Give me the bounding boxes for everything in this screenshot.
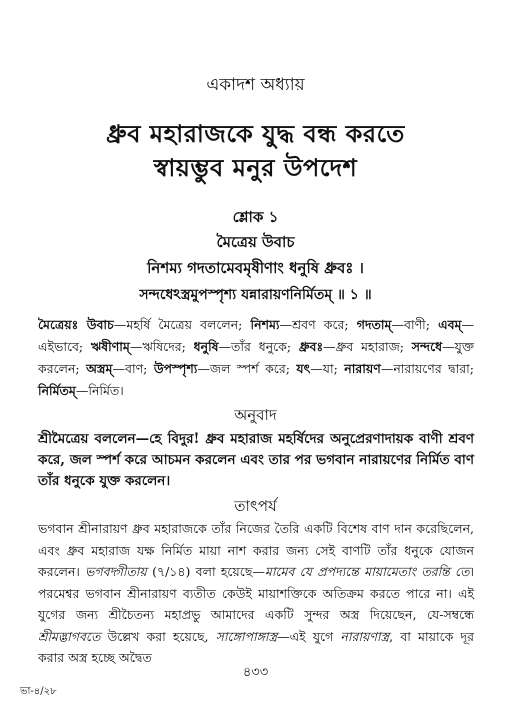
synonym-meaning: তাঁর ধনুকে; xyxy=(231,339,292,354)
page-number: ৪৩৩ xyxy=(242,665,269,680)
synonym-term: ঋষীণাম্ xyxy=(90,339,130,354)
purport-term: সাঙ্গোপাঙ্গাস্ত্র xyxy=(215,628,278,644)
synonym-meaning: ঋষিদের; xyxy=(142,339,186,354)
synonym-term: নির্মিতম্ xyxy=(38,383,76,398)
purport-citation: শ্রীমদ্ভাগবতে xyxy=(38,628,101,644)
synonym-term: যৎ xyxy=(296,361,311,376)
verse-line-1: নিশম্য গদতামেবমৃষীণাং ধনুষি ধ্রুবঃ । xyxy=(147,259,364,277)
purport-text: । পরমেশ্বর ভগবান শ্রীনারায়ণ ব্যতীত কেউই মায়াশক্তিকে অতিক্রম করতে পারে না। এই যুগের জন্য শ্রীচৈতন্য মহাপ্রভু আমাদের একটি সুন্দর অস্ত্র দিয়েছেন, যে-সম্বন্ধে xyxy=(38,564,474,622)
synonym-meaning: শ্রবণ করে; xyxy=(292,317,349,332)
synonym-meaning: ধ্রুব মহারাজ; xyxy=(335,339,405,354)
synonym-term: ধনুষি xyxy=(193,339,219,354)
synonym-term: নিশম্য xyxy=(250,317,280,332)
synonym-term: গদতাম্ xyxy=(356,317,392,332)
purport-text: , বা মায়াকে দূর করার অস্ত্র হচ্ছে অদ্বৈত xyxy=(38,628,474,665)
purport-quote: মামেব যে প্রপদ্যন্তে মায়ামেতাং তরন্তি তে xyxy=(264,564,470,579)
synonym-meaning: বাণ; xyxy=(124,361,148,376)
purport-heading: তাৎপর্য xyxy=(234,497,277,515)
synonym-term: মৈত্রেয়ঃ উবাচ xyxy=(38,317,114,332)
translation-paragraph: শ্রীমৈত্রেয় বললেন—হে বিদুর! ধ্রুব মহারাজ মহর্ষিদের অনুপ্রেরণাদায়ক বাণী শ্রবণ করে, জল স্পর্শ করে আচমন করলেন এবং তার পর ভগবান নারায়ণের নির্মিত বাণ তাঁর ধনুকে যুক্ত করলেন। xyxy=(38,431,474,489)
synonym-meaning: নির্মিত। xyxy=(88,383,124,398)
synonym-meaning: মহর্ষি মৈত্রেয় বললেন; xyxy=(126,317,243,332)
translation-heading: অনুবাদ xyxy=(234,406,277,424)
synonym-term: অস্ত্রম্ xyxy=(86,361,113,376)
verse-label: শ্লোক ১ xyxy=(232,208,279,226)
purport-paragraph xyxy=(38,518,474,669)
purport-text: উল্লেখ করা হয়েছে, xyxy=(100,628,216,644)
synonyms-paragraph: মৈত্রেয়ঃ উবাচ—মহর্ষি মৈত্রেয় বললেন; নিশম্য—শ্রবণ করে; গদতাম্—বাণী; এবম্—এইভাবে; ঋষীণাম্—ঋষিদের; ধনুষি—তাঁর ধনুকে; ধ্রুবঃ—ধ্রুব মহারাজ; সন্দধে—যুক্ত করলেন; অস্ত্রম্—বাণ; উপস্পৃশ্য—জল স্পর্শ করে; যৎ—যা; নারায়ণ—নারায়ণের দ্বারা; নির্মিতম্—নির্মিত। xyxy=(38,317,474,398)
synonym-term: উপস্পৃশ্য xyxy=(153,361,198,376)
synonym-meaning: যা; xyxy=(322,361,338,376)
synonym-term: নারায়ণ xyxy=(344,361,381,376)
synonym-term: এবম্ xyxy=(438,317,462,332)
verse-speaker: মৈত্রেয় উবাচ xyxy=(216,233,295,251)
synonym-term: সন্দধে xyxy=(411,339,443,354)
signature-mark: ভা-৪/২৮ xyxy=(20,686,57,697)
purport-citation: ভগবদ্গীতায় xyxy=(85,564,147,579)
purport-term: নারায়ণাস্ত্র xyxy=(340,628,390,644)
purport-text: (৭/১৪) বলা হয়েছে— xyxy=(146,564,265,579)
chapter-title-line-2: স্বায়ম্ভুব মনুর উপদেশ xyxy=(153,153,358,182)
chapter-title-line-1: ধ্রুব মহারাজকে যুদ্ধ বন্ধ করতে xyxy=(106,119,405,148)
chapter-heading: একাদশ অধ্যায় xyxy=(206,75,305,95)
purport-text: ভগবান শ্রীনারায়ণ ধ্রুব মহারাজকে তাঁর নিজের তৈরি একটি বিশেষ বাণ দান করেছিলেন, এবং ধ্রুব মহারাজ যক্ষ নির্মিত মায়া নাশ করার জন্য সেই বাণটি তাঁর ধনুকে যোজন করলেন। xyxy=(38,521,474,579)
synonym-meaning: এইভাবে; xyxy=(38,339,84,354)
verse-line-2: সন্দধেঽস্ত্রমুপস্পৃশ্য যন্নারায়ণনির্মিতম্ ॥ ১ ॥ xyxy=(139,287,372,303)
synonym-meaning: জল স্পর্শ করে; xyxy=(209,361,290,376)
synonym-meaning: নারায়ণের দ্বারা; xyxy=(393,361,474,376)
synonym-meaning: যুক্ত করলেন; xyxy=(38,339,474,376)
synonym-term: ধ্রুবঃ xyxy=(298,339,324,354)
synonym-meaning: বাণী; xyxy=(404,317,430,332)
purport-text: —এই যুগে xyxy=(277,628,341,644)
